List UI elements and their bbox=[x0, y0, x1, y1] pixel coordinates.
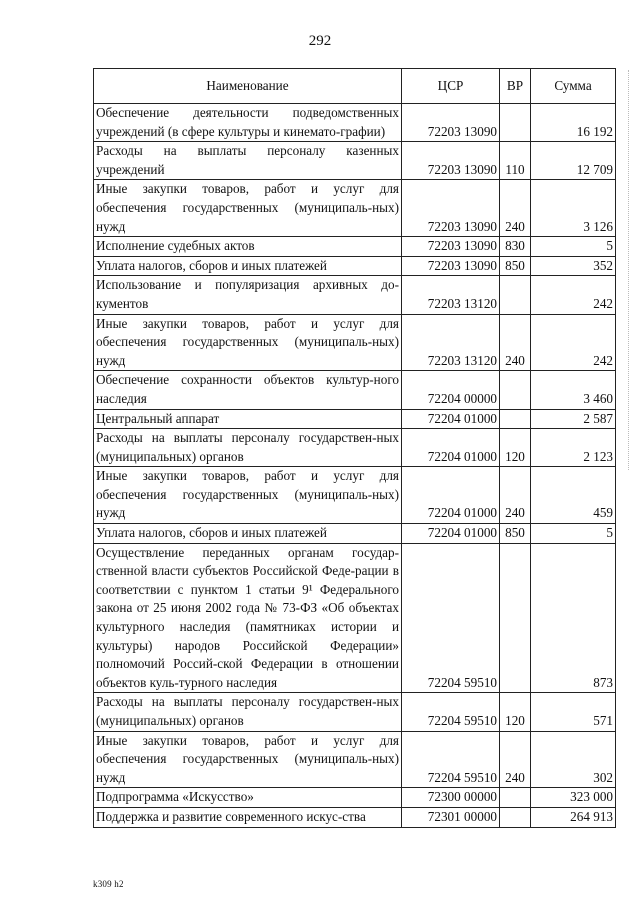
row-vr: 120 bbox=[500, 693, 531, 731]
row-name: Иные закупки товаров, работ и услуг для обеспечения государственных (муниципаль-ных) нужд bbox=[94, 731, 402, 788]
header-csr: ЦСР bbox=[402, 69, 500, 104]
row-name: Уплата налогов, сборов и иных платежей bbox=[94, 256, 402, 276]
row-name: Расходы на выплаты персоналу казенных учреждений bbox=[94, 142, 402, 180]
row-name: Уплата налогов, сборов и иных платежей bbox=[94, 524, 402, 544]
row-name: Обеспечение сохранности объектов культур-ного наследия bbox=[94, 371, 402, 409]
table-row bbox=[94, 788, 616, 808]
row-sum: 242 bbox=[531, 314, 616, 371]
header-vr: ВР bbox=[500, 69, 531, 104]
row-csr: 72204 01000 bbox=[402, 467, 500, 524]
row-name: Подпрограмма «Искусство» bbox=[94, 788, 402, 808]
table-row bbox=[94, 429, 616, 467]
header-sum: Сумма bbox=[531, 69, 616, 104]
row-vr bbox=[500, 104, 531, 142]
row-vr: 240 bbox=[500, 467, 531, 524]
table-row bbox=[94, 731, 616, 788]
row-sum: 459 bbox=[531, 467, 616, 524]
row-name: Обеспечение деятельности подведомственных учреждений (в сфере культуры и кинемато-графии) bbox=[94, 104, 402, 142]
header-name: Наименование bbox=[94, 69, 402, 104]
row-vr bbox=[500, 409, 531, 429]
row-vr: 120 bbox=[500, 429, 531, 467]
row-csr: 72204 59510 bbox=[402, 693, 500, 731]
table-row bbox=[94, 104, 616, 142]
row-vr: 830 bbox=[500, 237, 531, 257]
row-sum: 16 192 bbox=[531, 104, 616, 142]
table-row bbox=[94, 142, 616, 180]
table-row bbox=[94, 693, 616, 731]
row-csr: 72203 13090 bbox=[402, 142, 500, 180]
row-name: Осуществление переданных органам государ-ственной власти субъектов Российской Феде-рации в соответствии с пунктом 1 статьи 9¹ Федерального закона от 25 июня 2002 года № 73-ФЗ «Об объектах культурного наследия (памятниках истории и культуры) народов Российской Федерации» полномочий Россий-ской Федерации в отношении объектов куль-турного наследия bbox=[94, 543, 402, 693]
table-header-row bbox=[94, 69, 616, 104]
table-row bbox=[94, 371, 616, 409]
table-row bbox=[94, 409, 616, 429]
row-vr: 110 bbox=[500, 142, 531, 180]
scan-edge-marks bbox=[628, 70, 631, 470]
row-sum: 242 bbox=[531, 276, 616, 314]
table-row bbox=[94, 807, 616, 827]
row-csr: 72203 13090 bbox=[402, 237, 500, 257]
row-sum: 5 bbox=[531, 237, 616, 257]
row-name: Расходы на выплаты персоналу государствен-ных (муниципальных) органов bbox=[94, 693, 402, 731]
row-sum: 2 123 bbox=[531, 429, 616, 467]
row-csr: 72300 00000 bbox=[402, 788, 500, 808]
row-csr: 72204 01000 bbox=[402, 429, 500, 467]
budget-table bbox=[93, 68, 616, 828]
page-number: 292 bbox=[308, 33, 332, 49]
table-row bbox=[94, 276, 616, 314]
row-vr: 850 bbox=[500, 256, 531, 276]
table-row bbox=[94, 180, 616, 237]
table-row bbox=[94, 524, 616, 544]
row-csr: 72203 13090 bbox=[402, 180, 500, 237]
row-vr bbox=[500, 807, 531, 827]
row-vr: 240 bbox=[500, 314, 531, 371]
table-row bbox=[94, 237, 616, 257]
row-sum: 302 bbox=[531, 731, 616, 788]
row-csr: 72204 59510 bbox=[402, 543, 500, 693]
footer-code: k309 h2 bbox=[93, 879, 124, 889]
row-csr: 72203 13120 bbox=[402, 276, 500, 314]
row-sum: 3 126 bbox=[531, 180, 616, 237]
row-sum: 571 bbox=[531, 693, 616, 731]
table-row bbox=[94, 314, 616, 371]
row-csr: 72203 13090 bbox=[402, 104, 500, 142]
row-name: Иные закупки товаров, работ и услуг для обеспечения государственных (муниципаль-ных) нужд bbox=[94, 314, 402, 371]
row-sum: 5 bbox=[531, 524, 616, 544]
row-name: Центральный аппарат bbox=[94, 409, 402, 429]
row-name: Расходы на выплаты персоналу государствен-ных (муниципальных) органов bbox=[94, 429, 402, 467]
row-csr: 72204 59510 bbox=[402, 731, 500, 788]
row-csr: 72301 00000 bbox=[402, 807, 500, 827]
row-name: Исполнение судебных актов bbox=[94, 237, 402, 257]
row-name: Иные закупки товаров, работ и услуг для обеспечения государственных (муниципаль-ных) нужд bbox=[94, 180, 402, 237]
row-sum: 352 bbox=[531, 256, 616, 276]
row-sum: 12 709 bbox=[531, 142, 616, 180]
row-csr: 72203 13090 bbox=[402, 256, 500, 276]
table-row bbox=[94, 256, 616, 276]
row-vr: 240 bbox=[500, 180, 531, 237]
row-sum: 323 000 bbox=[531, 788, 616, 808]
row-name: Использование и популяризация архивных до-кументов bbox=[94, 276, 402, 314]
row-csr: 72203 13120 bbox=[402, 314, 500, 371]
row-sum: 3 460 bbox=[531, 371, 616, 409]
row-sum: 264 913 bbox=[531, 807, 616, 827]
row-csr: 72204 01000 bbox=[402, 524, 500, 544]
row-vr bbox=[500, 788, 531, 808]
row-vr: 850 bbox=[500, 524, 531, 544]
table-row bbox=[94, 543, 616, 693]
row-name: Поддержка и развитие современного искус-ства bbox=[94, 807, 402, 827]
row-vr bbox=[500, 371, 531, 409]
row-vr: 240 bbox=[500, 731, 531, 788]
table-row bbox=[94, 467, 616, 524]
row-sum: 2 587 bbox=[531, 409, 616, 429]
row-csr: 72204 00000 bbox=[402, 371, 500, 409]
row-csr: 72204 01000 bbox=[402, 409, 500, 429]
row-sum: 873 bbox=[531, 543, 616, 693]
row-vr bbox=[500, 543, 531, 693]
row-name: Иные закупки товаров, работ и услуг для обеспечения государственных (муниципаль-ных) нужд bbox=[94, 467, 402, 524]
row-vr bbox=[500, 276, 531, 314]
